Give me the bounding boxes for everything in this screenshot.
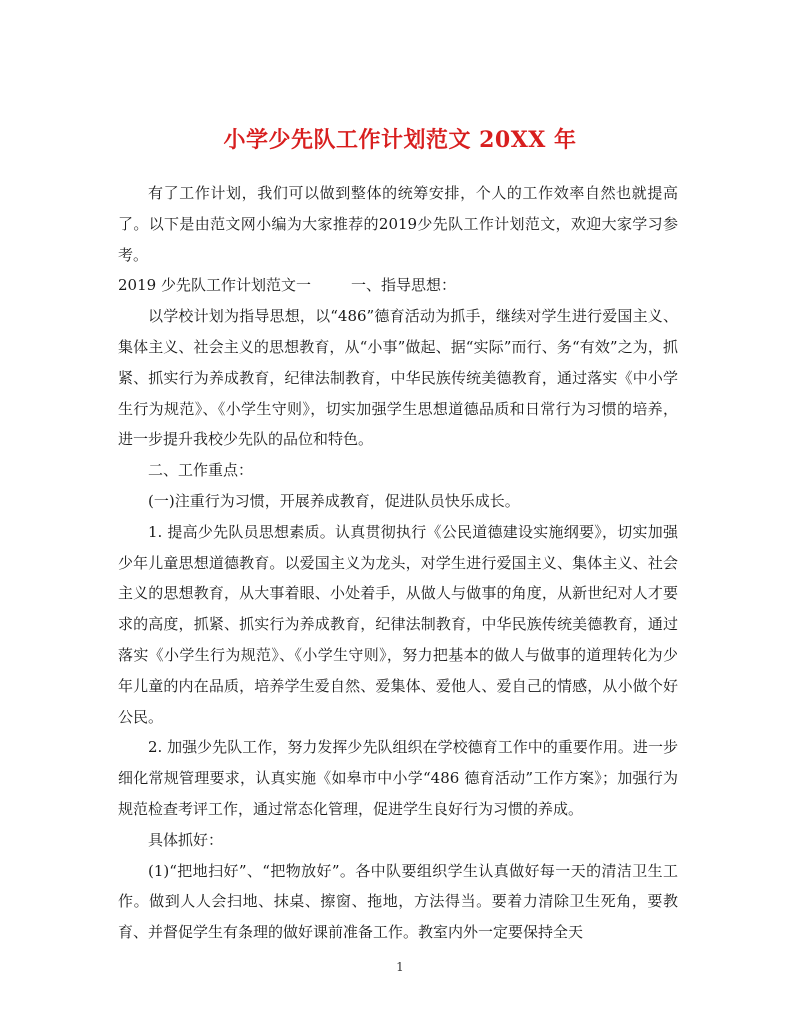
sample-label: 2019 少先队工作计划范文一 <box>118 276 311 295</box>
document-title: 小学少先队工作计划范文 20XX 年 <box>223 126 577 153</box>
specific-heading: 具体抓好： <box>148 830 224 849</box>
item2-paragraph: 2. 加强少先队工作，努力发挥少先队组织在学校德育工作中的重要作用。进一步细化常规管理要求，认真实施《如皋市中小学“486 德育活动”工作方案》；加强行为规范检查考评工作，通过常态化管理，促进学生良好行为习惯的养成。 <box>118 738 678 818</box>
subsection1-heading: (一)注重行为习惯，开展养成教育，促进队员快乐成长。 <box>148 491 520 510</box>
intro-paragraph: 有了工作计划，我们可以做到整体的统筹安排，个人的工作效率自然也就提高了。以下是由范文网小编为大家推荐的2019少先队工作计划范文，欢迎大家学习参考。 <box>118 184 678 264</box>
section1-heading: 一、指导思想： <box>350 276 456 295</box>
section1-paragraph: 以学校计划为指导思想，以“486”德育活动为抓手，继续对学生进行爱国主义、集体主义、社会主义的思想教育，从“小事”做起、据“实际”而行、务“有效”之为，抓紧、抓实行为养成教育，纪律法制教育，中华民族传统美德教育，通过落实《中小学生行为规范》、《小学生守则》，切实加强学生思想道德品质和日常行为习惯的培养，进一步提升我校少先队的品位和特色。 <box>118 307 678 449</box>
section2-heading: 二、工作重点： <box>148 461 254 480</box>
item1-paragraph: 1. 提高少先队员思想素质。认真贯彻执行《公民道德建设实施纲要》，切实加强少年儿童思想道德教育。以爱国主义为龙头，对学生进行爱国主义、集体主义、社会主义的思想教育，从大事着眼、小处着手，从做人与做事的角度，从新世纪对人才要求的高度，抓紧、抓实行为养成教育，纪律法制教育，中华民族传统美德教育，通过落实《小学生行为规范》、《小学生守则》，努力把基本的做人与做事的道理转化为少年儿童的内在品质，培养学生爱自然、爱集体、爱他人、爱自己的情感，从小做个好公民。 <box>118 522 678 726</box>
page-number: 1 <box>396 960 404 974</box>
document-body <box>118 178 678 948</box>
sample-heading-line <box>118 270 678 301</box>
sub-item1-paragraph: (1)“把地扫好”、“把物放好”。各中队要组织学生认真做好每一天的清洁卫生工作。做到人人会扫地、抹桌、擦窗、拖地，方法得当。要着力清除卫生死角，要教育、并督促学生有条理的做好课前准备工作。教室内外一定要保持全天 <box>118 861 678 942</box>
